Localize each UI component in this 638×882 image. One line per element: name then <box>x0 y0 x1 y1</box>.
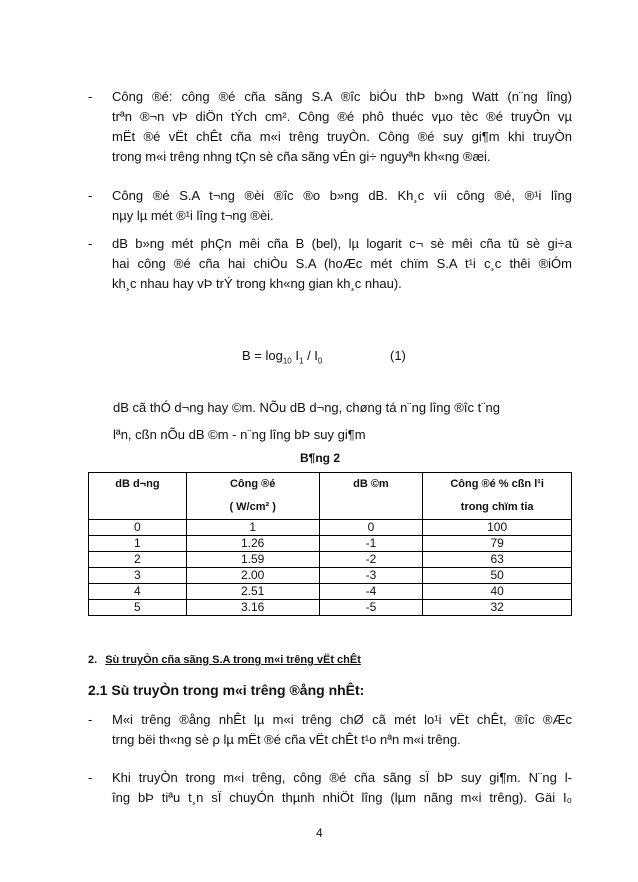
table-cell: 2 <box>89 552 187 568</box>
section-heading <box>88 654 361 666</box>
text-line: mËt ®é vËt chÊt cña m«i trêng truyÒn. Công ®é suy gi¶m khi truyÒn <box>112 129 572 144</box>
formula-i0-sub: 0 <box>317 356 323 366</box>
header-remaining-percent: Công ®é % cßn l¹i trong chïm tia <box>423 473 572 520</box>
table-row <box>89 552 572 568</box>
header-db-negative: dB ©m <box>319 473 423 520</box>
bullet-marker: - <box>88 770 93 785</box>
text-line: hai công ®é cña hai chiÒu S.A (hoÆc mét chïm S.A t¹i c¸c thêi ®iÓm <box>112 256 572 271</box>
table-cell: -3 <box>319 568 423 584</box>
text-line: lªn, cßn nÕu dB ©m - n¨ng lîng bÞ suy gi¶m <box>113 427 366 442</box>
text-line: trªn ®¬n vÞ diÖn tÝch cm². Công ®é phô thuéc vµo tèc ®é truyÒn vµ <box>112 109 572 124</box>
intensity-table <box>88 472 572 616</box>
table-cell: -2 <box>319 552 423 568</box>
table-cell: -1 <box>319 536 423 552</box>
text-line: Khi truyÒn trong m«i trêng, công ®é cña sãng sÏ bÞ suy gi¶m. N¨ng l- <box>112 770 572 785</box>
table-cell: 100 <box>423 520 572 536</box>
formula-lhs: B = log <box>242 348 283 363</box>
bullet-marker: - <box>88 188 93 203</box>
table-cell: 4 <box>89 584 187 600</box>
table-cell: -4 <box>319 584 423 600</box>
section-number: 2. <box>88 654 98 666</box>
text-line: nµy lµ mét ®¹i lîng t¬ng ®èi. <box>112 208 274 223</box>
table-cell: 1.26 <box>186 536 319 552</box>
table-cell: 40 <box>423 584 572 600</box>
bullet-marker: - <box>88 712 93 727</box>
table-row <box>89 520 572 536</box>
table-row <box>89 584 572 600</box>
text-line: dB cã thÓ d¬ng hay ©m. NÕu dB d¬ng, chøng tá n¨ng lîng ®îc t¨ng <box>113 400 500 415</box>
table-cell: -5 <box>319 600 423 616</box>
paragraph-attenuation <box>112 768 572 808</box>
table-cell: 50 <box>423 568 572 584</box>
table-row <box>89 568 572 584</box>
paragraph-intensity <box>112 87 572 167</box>
formula <box>242 348 322 366</box>
table-cell: 2.51 <box>186 584 319 600</box>
table-cell: 1 <box>186 520 319 536</box>
table-row <box>89 600 572 616</box>
text-line: trong m«i trêng nhng tÇn sè cña sãng vÉn gi÷ nguyªn kh«ng ®æi. <box>112 149 491 164</box>
header-intensity: Công ®é ( W/cm² ) <box>186 473 319 520</box>
page-number: 4 <box>316 826 323 840</box>
bullet-marker: - <box>88 236 93 251</box>
table-cell: 79 <box>423 536 572 552</box>
text-line: trng bëi th«ng sè ρ lµ mËt ®é cña vËt chÊt t¹o nªn m«i trêng. <box>112 732 461 747</box>
formula-number: (1) <box>390 348 406 363</box>
section-title: Sù truyÒn cña sãng S.A trong m«i trêng vËt chÊt <box>105 654 361 666</box>
table-row <box>89 536 572 552</box>
table-cell: 3.16 <box>186 600 319 616</box>
text-line: îng bÞ tiªu t¸n sÏ chuyÓn thµnh nhiÖt lîng (lµm nãng m«i trêng). Gäi I₀ <box>112 790 572 805</box>
note-paragraph <box>113 394 573 448</box>
subsection-heading: 2.1 Sù truyÒn trong m«i trêng ®ång nhÊt: <box>88 682 365 698</box>
table-cell: 63 <box>423 552 572 568</box>
text-line: dB b»ng mét phÇn mêi cña B (bel), lµ logarit c¬ sè mêi cña tû sè gi÷a <box>112 236 572 251</box>
text-line: Công ®é S.A t¬ng ®èi ®îc ®o b»ng dB. Kh¸c víi công ®é, ®¹i lîng <box>112 188 572 203</box>
table-cell: 0 <box>89 520 187 536</box>
table-cell: 1 <box>89 536 187 552</box>
text-line: kh¸c nhau hay vÞ trÝ trong kh«ng gian kh¸c nhau). <box>112 276 402 291</box>
paragraph-homogeneous <box>112 710 572 750</box>
table-header-row <box>89 473 572 520</box>
text-line: Công ®é: công ®é cña sãng S.A ®îc biÓu thÞ b»ng Watt (n¨ng lîng) <box>112 89 572 104</box>
header-db-positive: dB d¬ng <box>89 473 187 520</box>
formula-sep: / I <box>303 348 318 363</box>
table-cell: 2.00 <box>186 568 319 584</box>
table-cell: 32 <box>423 600 572 616</box>
formula-i1-sub: 1 <box>299 356 304 366</box>
text-line: M«i trêng ®ång nhÊt lµ m«i trêng chØ cã mét lo¹i vËt chÊt, ®îc ®Æc <box>112 712 572 727</box>
formula-i1: I <box>295 348 299 363</box>
table-cell: 5 <box>89 600 187 616</box>
paragraph-relative-intensity <box>112 186 572 226</box>
table-cell: 0 <box>319 520 423 536</box>
table-caption: B¶ng 2 <box>300 451 341 465</box>
formula-log-base: 10 <box>282 356 292 366</box>
bullet-marker: - <box>88 89 93 104</box>
paragraph-decibel <box>112 234 572 294</box>
table-cell: 3 <box>89 568 187 584</box>
table-cell: 1.59 <box>186 552 319 568</box>
